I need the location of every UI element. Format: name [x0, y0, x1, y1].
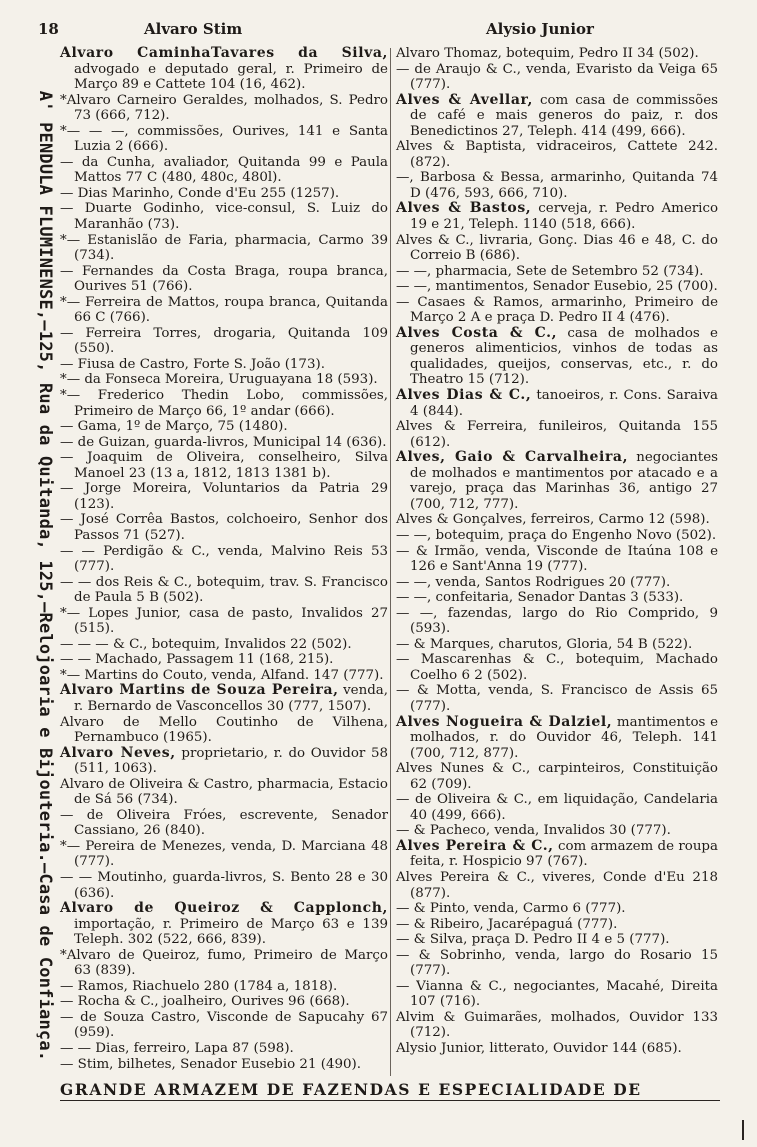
directory-entry — [396, 652, 718, 683]
directory-entry — [60, 124, 388, 155]
entry-text: — de Oliveira & C., em liquidação, Candelaria 40 (499, 666). — [396, 792, 718, 823]
entry-text: *Alvaro Carneiro Geraldes, molhados, S. Pedro 73 (666, 712). — [60, 92, 388, 124]
entry-text: — — Dias, ferreiro, Lapa 87 (598). — [60, 1041, 294, 1056]
entry-text: venda, r. Bernardo de Vasconcellos 30 (777, 1507). — [74, 683, 389, 714]
directory-entry — [396, 606, 718, 637]
entry-text: — — Moutinho, guarda-livros, S. Bento 28 e 30 (636). — [60, 869, 388, 901]
directory-entry — [396, 450, 718, 512]
directory-entry — [60, 233, 388, 264]
directory-entry — [60, 388, 388, 419]
directory-entry — [60, 450, 388, 481]
directory-entry — [60, 155, 388, 186]
entry-name: Alves Dias & C., — [396, 387, 532, 404]
entry-text: *— — —, commissões, Ourives, 141 e Santa Luzia 2 (666). — [60, 123, 388, 155]
directory-entry — [396, 264, 718, 280]
directory-entry — [60, 637, 388, 653]
directory-entry — [60, 295, 388, 326]
entry-name: Alves Pereira & C., — [396, 837, 554, 854]
entry-text: *— Martins do Couto, venda, Alfand. 147 (777). — [60, 667, 384, 683]
left-column — [60, 46, 388, 1072]
entry-text: — Casaes & Ramos, armarinho, Primeiro de Março 2 A e praça D. Pedro II 4 (476). — [396, 294, 718, 326]
directory-entry — [396, 201, 718, 232]
directory-entry — [60, 435, 388, 451]
directory-entry — [60, 870, 388, 901]
entry-text: — de Souza Castro, Visconde de Sapucahy 67 (959). — [60, 1009, 388, 1041]
entry-text: — & Motta, venda, S. Francisco de Assis 65 (777). — [396, 683, 718, 714]
directory-entry — [60, 357, 388, 373]
directory-entry — [60, 481, 388, 512]
entry-text: — Vianna & C., negociantes, Macahé, Direita 107 (716). — [396, 978, 718, 1010]
entry-text: — — Machado, Passagem 11 (168, 215). — [60, 652, 334, 668]
directory-entry — [60, 668, 388, 684]
directory-entry — [60, 46, 388, 93]
entry-name: Alvaro CaminhaTavares da Silva, — [60, 45, 388, 61]
directory-entry — [396, 761, 718, 792]
entry-text: mantimentos e molhados, r. do Ouvidor 46, Teleph. 141 (700, 712, 877). — [410, 714, 718, 761]
entry-text: — & Pinto, venda, Carmo 6 (777). — [396, 901, 626, 917]
entry-text: casa de molhados e generos alimenticios, vinhos de todas as qualidades, queijos, conservas, etc., r. do Theatro 15 (712). — [410, 325, 718, 388]
directory-entry — [60, 808, 388, 839]
directory-entry — [60, 839, 388, 870]
directory-entry — [60, 948, 388, 979]
entry-text: — Joaquim de Oliveira, conselheiro, Silva Manoel 23 (13 a, 1812, 1813 1381 b). — [60, 450, 388, 481]
directory-entry — [396, 870, 718, 901]
entry-text: advogado e deputado geral, r. Primeiro de Março 89 e Cattete 104 (16, 462). — [74, 61, 388, 93]
directory-entry — [396, 901, 718, 917]
entry-name: Alves Costa & C., — [396, 324, 558, 341]
right-running-title: Alysio Junior — [486, 20, 594, 38]
entry-text: *— Ferreira de Mattos, roupa branca, Quitanda 66 C (766). — [60, 294, 388, 326]
directory-entry — [396, 139, 718, 170]
entry-text: Alvim & Guimarães, molhados, Ouvidor 133 (712). — [396, 1009, 718, 1041]
entry-text: Alves Pereira & C., viveres, Conde d'Eu 218 (877). — [396, 869, 718, 901]
directory-entry — [60, 201, 388, 232]
directory-entry — [60, 326, 388, 357]
directory-entry — [396, 326, 718, 388]
entry-text: Alvaro de Mello Coutinho de Vilhena, Pernambuco (1965). — [60, 714, 388, 746]
directory-entry — [60, 186, 388, 202]
entry-text: — Ferreira Torres, drogaria, Quitanda 109 (550). — [60, 325, 388, 357]
directory-entry — [60, 544, 388, 575]
directory-entry — [396, 979, 718, 1010]
directory-entry — [396, 544, 718, 575]
footer-rule — [60, 1100, 720, 1101]
column-divider — [390, 48, 391, 1076]
entry-text: proprietario, r. do Ouvidor 58 (511, 1063). — [74, 745, 388, 777]
left-running-title: Alvaro Stim — [144, 20, 243, 38]
entry-text: — da Cunha, avaliador, Quitanda 99 e Paula Mattos 77 C (480, 480c, 480l). — [60, 154, 388, 186]
entry-text: — — — & C., botequim, Invalidos 22 (502). — [60, 636, 352, 652]
entry-text: — de Guizan, guarda-livros, Municipal 14 (636). — [60, 434, 387, 450]
entry-text: — & Silva, praça D. Pedro II 4 e 5 (777). — [396, 932, 670, 948]
directory-entry — [60, 901, 388, 948]
entry-text: com armazem de roupa feita, r. Hospicio 97 (767). — [410, 838, 718, 870]
entry-text: — Duarte Godinho, vice-consul, S. Luiz do Maranhão (73). — [60, 201, 388, 233]
directory-entry — [396, 823, 718, 839]
entry-name: Alves, Gaio & Carvalheira, — [396, 449, 629, 466]
entry-name: Alves & Avellar, — [396, 91, 533, 108]
entry-name: Alvaro Neves, — [60, 744, 176, 761]
entry-text: Alves Nunes & C., carpinteiros, Constituição 62 (709). — [396, 761, 718, 792]
entry-text: Alves & C., livraria, Gonç. Dias 46 e 48, C. do Correio B (686). — [396, 232, 718, 264]
entry-text: — — dos Reis & C., botequim, trav. S. Francisco de Paula 5 B (502). — [60, 574, 388, 606]
directory-entry — [396, 575, 718, 591]
directory-entry — [60, 575, 388, 606]
entry-text: *— Estanislão de Faria, pharmacia, Carmo 39 (734). — [60, 232, 388, 264]
directory-entry — [60, 746, 388, 777]
directory-entry — [60, 994, 388, 1010]
entry-text: — Gama, 1º de Março, 75 (1480). — [60, 419, 288, 435]
entry-text: Alysio Junior, litterato, Ouvidor 144 (685). — [396, 1041, 682, 1056]
entry-text: — Jorge Moreira, Voluntarios da Patria 29 (123). — [60, 481, 388, 512]
entry-text: Alvaro Thomaz, botequim, Pedro II 34 (502). — [396, 46, 699, 61]
directory-entry — [396, 233, 718, 264]
entry-text: — José Corrêa Bastos, colchoeiro, Senhor dos Passos 71 (527). — [60, 512, 388, 543]
entry-text: — —, botequim, praça do Engenho Novo (502). — [396, 527, 717, 543]
directory-entry — [396, 62, 718, 93]
directory-entry — [60, 606, 388, 637]
entry-text: — & Pacheco, venda, Invalidos 30 (777). — [396, 823, 671, 839]
directory-entry — [60, 264, 388, 295]
entry-text: — —, mantimentos, Senador Eusebio, 25 (700). — [396, 279, 718, 295]
entry-text: — & Sobrinho, venda, largo do Rosario 15 (777). — [396, 947, 718, 979]
entry-text: *Alvaro de Queiroz, fumo, Primeiro de Março 63 (839). — [60, 947, 388, 979]
directory-entry — [396, 295, 718, 326]
directory-entry — [396, 839, 718, 870]
entry-text: — Ramos, Riachuelo 280 (1784 a, 1818). — [60, 978, 338, 994]
entry-text: — & Marques, charutos, Gloria, 54 B (522). — [396, 636, 693, 652]
entry-name: Alves Nogueira & Dalziel, — [396, 713, 613, 730]
directory-entry — [60, 715, 388, 746]
entry-text: *— da Fonseca Moreira, Uruguayana 18 (593). — [60, 372, 378, 388]
entry-text: Alves & Gonçalves, ferreiros, Carmo 12 (598). — [396, 512, 710, 528]
directory-entry — [396, 388, 718, 419]
directory-entry — [60, 1010, 388, 1041]
directory-entry — [396, 170, 718, 201]
footer-advertisement: GRANDE ARMAZEM DE FAZENDAS E ESPECIALIDADE DE — [60, 1080, 642, 1099]
directory-entry — [60, 419, 388, 435]
directory-entry — [396, 419, 718, 450]
entry-text: — Fernandes da Costa Braga, roupa branca, Ourives 51 (766). — [60, 263, 388, 295]
entry-text: cerveja, r. Pedro Americo 19 e 21, Teleph. 1140 (518, 666). — [410, 201, 719, 233]
directory-entry — [60, 1041, 388, 1057]
directory-entry — [396, 792, 718, 823]
directory-entry — [396, 715, 718, 762]
directory-entry — [396, 683, 718, 714]
entry-text: — & Ribeiro, Jacarépaguá (777). — [396, 916, 618, 932]
entry-text: — de Oliveira Fróes, escrevente, Senador Cassiano, 26 (840). — [60, 807, 388, 839]
directory-entry — [396, 279, 718, 295]
entry-text: — Stim, bilhetes, Senador Eusebio 21 (490). — [60, 1056, 361, 1072]
directory-entry — [60, 777, 388, 808]
page-number: 18 — [38, 20, 59, 38]
directory-entry — [396, 917, 718, 933]
directory-entry — [60, 93, 388, 124]
entry-text: — —, fazendas, largo do Rio Comprido, 9 (593). — [396, 605, 718, 637]
margin-mark — [742, 1120, 744, 1140]
directory-entry — [396, 93, 718, 140]
entry-text: Alves & Baptista, vidraceiros, Cattete 242. (872). — [396, 139, 718, 170]
entry-text: com casa de commissões de café e mais generos do paiz, r. dos Benedictinos 27, Teleph. 414 (499, 666). — [410, 92, 718, 139]
entry-name: Alvaro Martins de Souza Pereira, — [60, 682, 339, 699]
entry-text: — Dias Marinho, Conde d'Eu 255 (1257). — [60, 185, 340, 201]
entry-text: — —, venda, Santos Rodrigues 20 (777). — [396, 574, 671, 590]
entry-text: — Mascarenhas & C., botequim, Machado Coelho 6 2 (502). — [396, 652, 718, 683]
entry-text: —, Barbosa & Bessa, armarinho, Quitanda 74 D (476, 593, 666, 710). — [396, 170, 718, 201]
entry-text: — Rocha & C., joalheiro, Ourives 96 (668). — [60, 994, 350, 1010]
entry-text: — —, pharmacia, Sete de Setembro 52 (734). — [396, 263, 704, 279]
right-column — [396, 46, 718, 1057]
entry-text: Alves & Ferreira, funileiros, Quitanda 155 (612). — [396, 419, 718, 450]
entry-name: Alves & Bastos, — [396, 200, 532, 217]
directory-entry — [396, 590, 718, 606]
side-advertisement-text: A' PENDULA FLUMINENSE,—125, Rua da Quitanda, 125,—Relojoaria e Bijouteria.—Casa de Confiança. — [35, 90, 56, 1061]
directory-entry — [396, 528, 718, 544]
directory-entry — [60, 979, 388, 995]
entry-text: — de Araujo & C., venda, Evaristo da Veiga 65 (777). — [396, 61, 718, 93]
entry-text: tanoeiros, r. Cons. Saraiva 4 (844). — [410, 388, 718, 419]
directory-entry — [396, 1041, 718, 1057]
directory-entry — [60, 1057, 388, 1073]
entry-text: *— Pereira de Menezes, venda, D. Marciana 48 (777). — [60, 838, 388, 870]
entry-name: Alvaro de Queiroz & Capplonch, — [60, 900, 388, 917]
directory-entry — [396, 948, 718, 979]
directory-entry — [396, 46, 718, 62]
side-advertisement-strip — [28, 58, 62, 1093]
directory-entry — [60, 652, 388, 668]
entry-text: *— Frederico Thedin Lobo, commissões, Primeiro de Março 66, 1º andar (666). — [60, 388, 388, 419]
directory-entry — [396, 1010, 718, 1041]
entry-text: — — Perdigão & C., venda, Malvino Reis 53 (777). — [60, 543, 388, 575]
entry-text: *— Lopes Junior, casa de pasto, Invalidos 27 (515). — [60, 605, 388, 637]
directory-entry — [396, 637, 718, 653]
entry-text: — Fiusa de Castro, Forte S. João (173). — [60, 356, 325, 372]
entry-text: — & Irmão, venda, Visconde de Itaúna 108 e 126 e Sant'Anna 19 (777). — [396, 543, 718, 575]
directory-entry — [396, 512, 718, 528]
directory-entry — [60, 372, 388, 388]
entry-text: negociantes de molhados e mantimentos por atacado e a varejo, praça das Marinhas 36, antigo 27 (700, 712, 777). — [410, 450, 718, 512]
entry-text: importação, r. Primeiro de Março 63 e 139 Teleph. 302 (522, 666, 839). — [74, 916, 388, 948]
directory-entry — [396, 932, 718, 948]
entry-text: — —, confeitaria, Senador Dantas 3 (533). — [396, 590, 684, 606]
entry-text: Alvaro de Oliveira & Castro, pharmacia, Estacio de Sá 56 (734). — [60, 776, 388, 808]
directory-entry — [60, 683, 388, 714]
directory-entry — [60, 512, 388, 543]
